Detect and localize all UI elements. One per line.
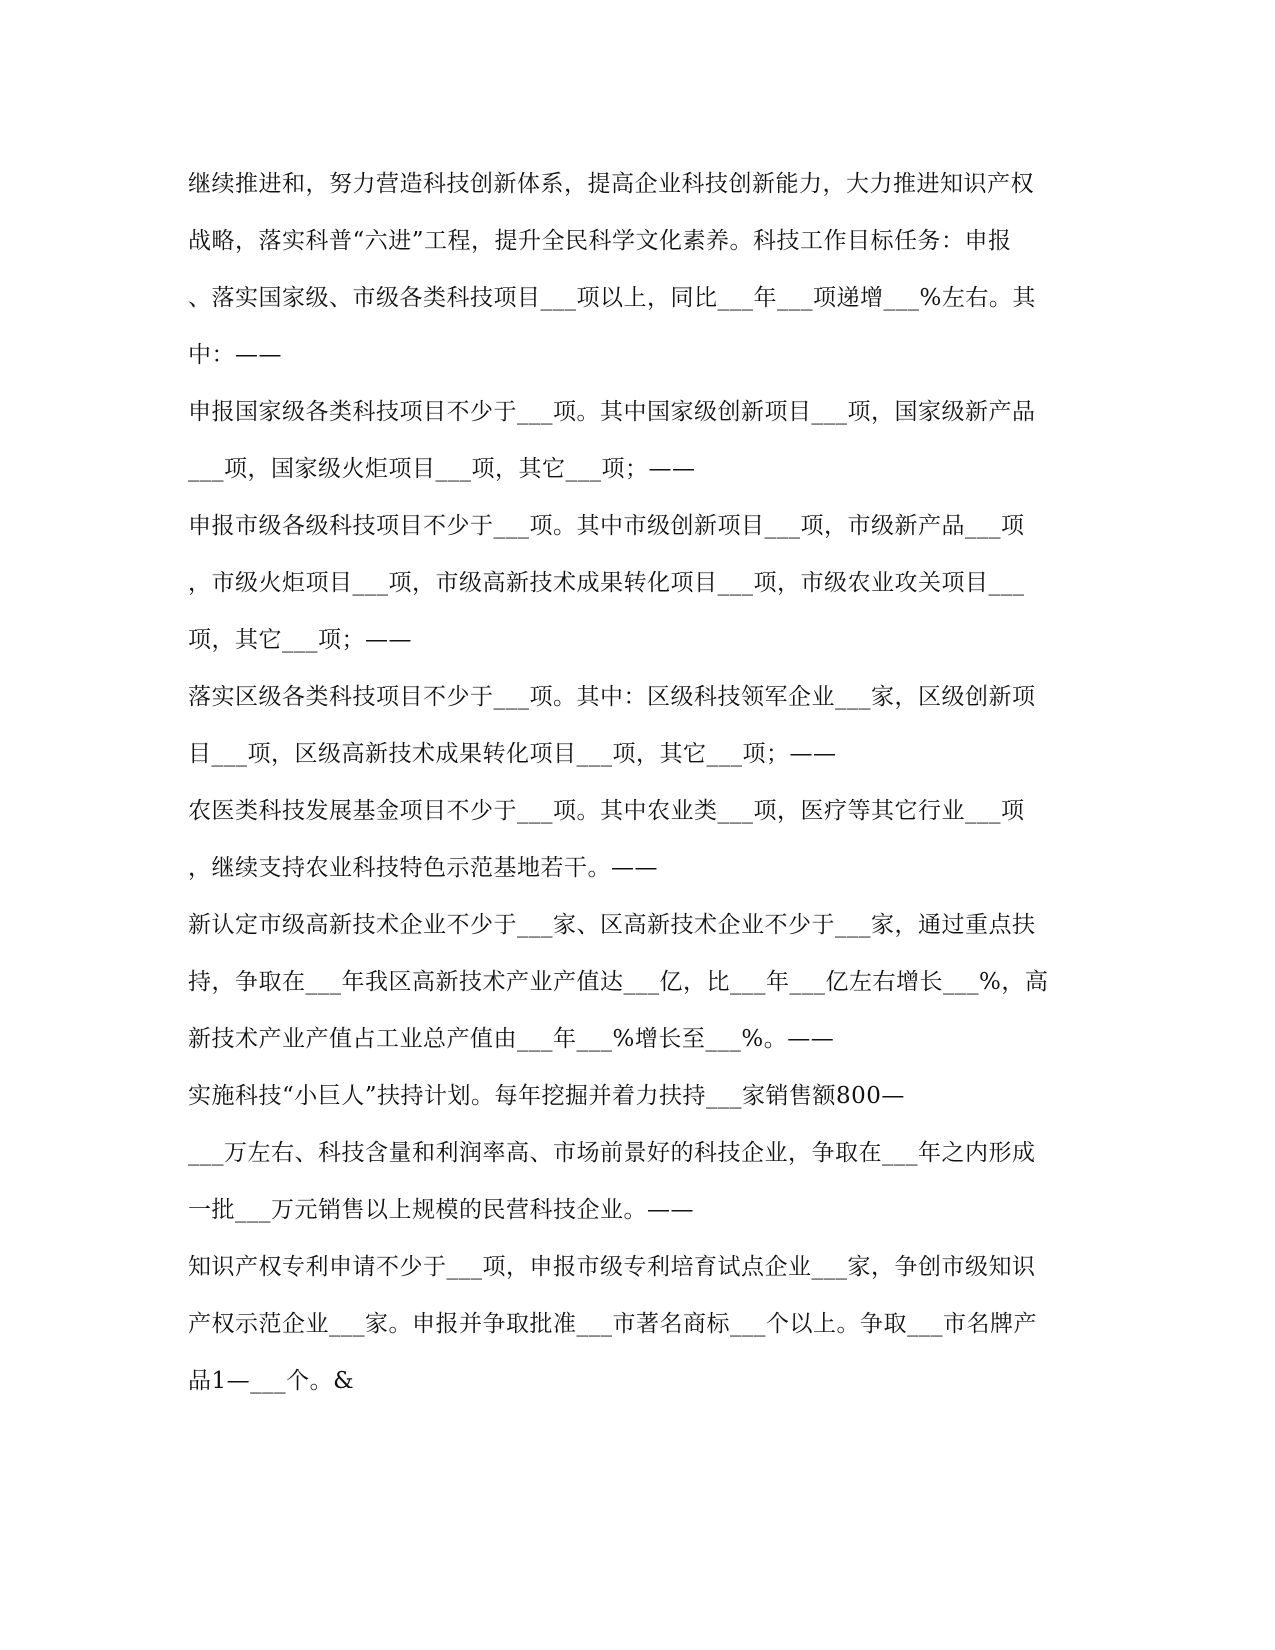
text-line: ，市级火炬项目___项，市级高新技术成果转化项目___项，市级农业攻关项目___ [188, 570, 1025, 596]
text-line: 中：—— [188, 342, 282, 368]
text-line: ，继续支持农业科技特色示范基地若干。—— [188, 855, 658, 881]
text-line: ___万左右、科技含量和利润率高、市场前景好的科技企业，争取在___年之内形成 [188, 1140, 1036, 1166]
text-line: 继续推进和，努力营造科技创新体系，提高企业科技创新能力，大力推进知识产权 [188, 171, 1034, 197]
text-line: 产权示范企业___家。申报并争取批准___市著名商标___个以上。争取___市名牌产 [188, 1311, 1037, 1337]
text-line: 知识产权专利申请不少于___项，申报市级专利培育试点企业___家，争创市级知识 [188, 1254, 1036, 1280]
text-line: 一批___万元销售以上规模的民营科技企业。—— [188, 1197, 694, 1223]
text-line: 实施科技“小巨人”扶持计划。每年挖掘并着力扶持___家销售额800— [188, 1083, 905, 1109]
text-line: 落实区级各类科技项目不少于___项。其中：区级科技领军企业___家，区级创新项 [188, 684, 1036, 710]
text-line: 持，争取在___年我区高新技术产业产值达___亿，比___年___亿左右增长___%，高 [188, 969, 1049, 995]
text-line: 品1—___个。& [188, 1368, 355, 1394]
text-line: 战略，落实科普“六进”工程，提升全民科学文化素养。科技工作目标任务：申报 [188, 228, 1012, 254]
text-line: 申报国家级各类科技项目不少于___项。其中国家级创新项目___项，国家级新产品 [188, 399, 1036, 425]
text-line: 目___项，区级高新技术成果转化项目___项，其它___项；—— [188, 741, 837, 767]
text-line: 新技术产业产值占工业总产值由___年___%增长至___%。—— [188, 1026, 835, 1052]
text-line: 新认定市级高新技术企业不少于___家、区高新技术企业不少于___家，通过重点扶 [188, 912, 1036, 938]
text-line: ___项，国家级火炬项目___项，其它___项；—— [188, 456, 696, 482]
text-line: 农医类科技发展基金项目不少于___项。其中农业类___项，医疗等其它行业___项 [188, 798, 1025, 824]
text-line: 项，其它___项；—— [188, 627, 412, 653]
text-line: 、落实国家级、市级各类科技项目___项以上，同比___年___项递增___%左右。其 [188, 285, 1036, 311]
text-line: 申报市级各级科技项目不少于___项。其中市级创新项目___项，市级新产品___项 [188, 513, 1025, 539]
